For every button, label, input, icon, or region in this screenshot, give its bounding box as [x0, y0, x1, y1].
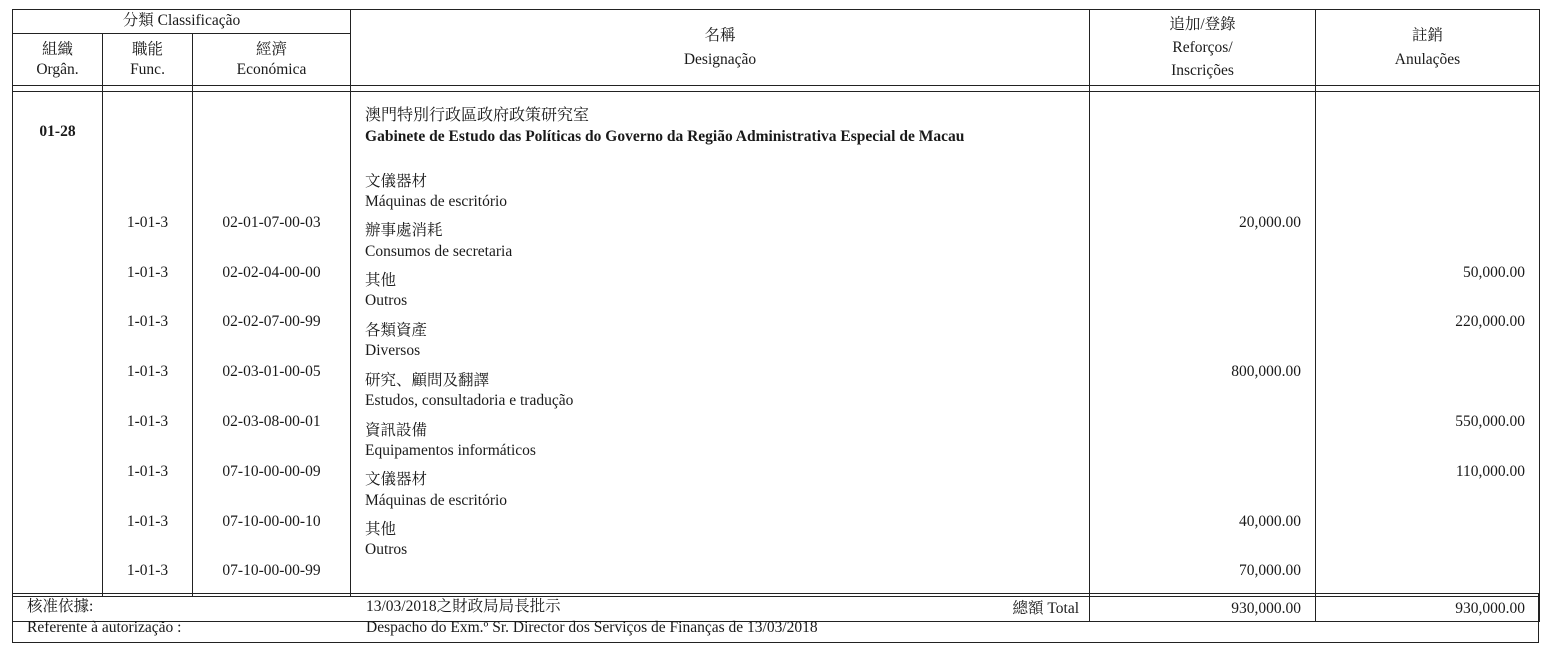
- item-name-zh: 辦事處消耗: [365, 222, 443, 240]
- table-row: [1316, 248, 1539, 298]
- table-row: [193, 298, 350, 348]
- reforcos-pt2: Inscrições: [1171, 62, 1234, 80]
- entity-name: [351, 92, 1089, 147]
- table-row: [1090, 198, 1315, 248]
- table-row: [193, 497, 350, 547]
- econ-code: 07-10-00-00-09: [222, 462, 321, 480]
- table-row: [193, 447, 350, 497]
- header-row-group: [13, 10, 1540, 34]
- reforcos-zh: 追加/登錄: [1169, 15, 1236, 33]
- econ-column: [193, 92, 351, 597]
- anulacoes-column: [1316, 92, 1540, 597]
- table-row: [103, 547, 192, 597]
- anulacao-value: 110,000.00: [1455, 462, 1526, 480]
- budget-sheet: [12, 9, 1539, 622]
- table-row: [103, 298, 192, 348]
- table-row: [193, 248, 350, 298]
- table-row: [1090, 397, 1315, 447]
- item-name-pt: Consumos de secretaria: [365, 242, 513, 260]
- authorization-label-zh: 核准依據:: [27, 598, 94, 615]
- reforco-value: 70,000.00: [1239, 562, 1302, 580]
- authorization-label: [27, 597, 181, 639]
- anulacao-value: 50,000.00: [1463, 263, 1526, 281]
- table-row: [1316, 298, 1539, 348]
- func-code: 1-01-3: [126, 313, 169, 331]
- total-anulacoes: 930,000.00: [1316, 597, 1540, 622]
- reforco-value: 20,000.00: [1239, 213, 1302, 231]
- table-row: [193, 547, 350, 597]
- anulacoes-header: [1316, 10, 1540, 86]
- budget-table: [12, 9, 1540, 622]
- entity-name-pt: Gabinete de Estudo das Políticas do Governo da Região Administrativa Especial de Macau: [365, 127, 965, 145]
- table-row: [351, 217, 1089, 267]
- table-row: [1090, 447, 1315, 497]
- table-row: [1090, 347, 1315, 397]
- table-row: [193, 397, 350, 447]
- table-row: [351, 316, 1089, 366]
- organ-pt: Orgân.: [36, 60, 79, 78]
- organ-code: 01-28: [13, 92, 103, 597]
- reforcos-header: [1090, 10, 1316, 86]
- table-row: [103, 248, 192, 298]
- func-code: 1-01-3: [126, 263, 169, 281]
- table-row: [103, 497, 192, 547]
- func-code: 1-01-3: [126, 562, 169, 580]
- classificacao-header: 分類 Classificação: [13, 10, 351, 34]
- econ-zh: 經濟: [256, 41, 288, 59]
- func-code: 1-01-3: [126, 462, 169, 480]
- econ-code: 02-03-08-00-01: [222, 413, 321, 431]
- item-name-zh: 資訊設備: [365, 421, 428, 439]
- total-reforcos: 930,000.00: [1090, 597, 1316, 622]
- econ-code: 07-10-00-00-99: [222, 562, 321, 580]
- table-row: [1090, 547, 1315, 597]
- table-row: [1316, 198, 1539, 248]
- item-name-pt: Outros: [365, 541, 408, 559]
- anulacoes-zh: 註銷: [1412, 27, 1444, 45]
- func-code: 1-01-3: [126, 363, 169, 381]
- item-name-pt: Outros: [365, 292, 408, 310]
- designacao-zh: 名稱: [704, 27, 736, 45]
- item-name-zh: 研究、顧問及翻譯: [365, 371, 490, 389]
- reforco-value: 40,000.00: [1239, 512, 1302, 530]
- authorization-label-pt: Referente à autorização :: [27, 618, 182, 636]
- table-row: [1316, 497, 1539, 547]
- item-name-pt: Equipamentos informáticos: [365, 441, 536, 459]
- table-row: [351, 416, 1089, 466]
- organ-zh: 組織: [41, 41, 73, 59]
- func-column: [103, 92, 193, 597]
- item-name-zh: 文儀器材: [365, 172, 428, 190]
- func-code: 1-01-3: [126, 213, 169, 231]
- table-row: [103, 347, 192, 397]
- designacao-header: [351, 10, 1090, 86]
- reforco-value: 800,000.00: [1231, 363, 1302, 381]
- func-pt: Func.: [130, 60, 165, 78]
- item-name-zh: 各類資產: [365, 322, 428, 340]
- func-header: [103, 34, 193, 86]
- item-name-zh: 其他: [365, 272, 397, 290]
- table-row: [103, 447, 192, 497]
- designacao-pt: Designação: [683, 50, 757, 68]
- table-row: [1316, 547, 1539, 597]
- item-name-pt: Máquinas de escritório: [365, 491, 508, 509]
- organ-header: [13, 34, 103, 86]
- authorization-value: [366, 597, 818, 639]
- func-code: 1-01-3: [126, 512, 169, 530]
- table-row: [1090, 248, 1315, 298]
- authorization-value-pt: Despacho do Exm.º Sr. Director dos Serviços de Finanças de 13/03/2018: [366, 618, 818, 636]
- table-row: [1090, 298, 1315, 348]
- item-name-zh: 其他: [365, 521, 397, 539]
- table-row: [1316, 447, 1539, 497]
- entity-name-zh: 澳門特別行政區政府政策研究室: [365, 107, 590, 124]
- designacao-column: [351, 92, 1090, 597]
- table-row: [193, 198, 350, 248]
- table-row: [1316, 347, 1539, 397]
- table-row: [351, 167, 1089, 217]
- anulacao-value: 550,000.00: [1455, 413, 1526, 431]
- econ-code: 02-03-01-00-05: [222, 363, 321, 381]
- reforcos-pt1: Reforços/: [1172, 38, 1233, 56]
- table-row: [193, 347, 350, 397]
- table-row: [103, 198, 192, 248]
- item-name-pt: Estudos, consultadoria e tradução: [365, 392, 574, 410]
- item-name-pt: Máquinas de escritório: [365, 192, 508, 210]
- econ-header: [193, 34, 351, 86]
- table-row: [351, 366, 1089, 416]
- authorization-value-zh: 13/03/2018之財政局局長批示: [366, 598, 561, 615]
- econ-code: 07-10-00-00-10: [222, 512, 321, 530]
- authorization-box: [12, 593, 1539, 643]
- table-row: [351, 466, 1089, 516]
- reforcos-column: [1090, 92, 1316, 597]
- table-row: [1090, 497, 1315, 547]
- table-row: [351, 516, 1089, 566]
- table-row: [1316, 397, 1539, 447]
- econ-code: 02-02-07-00-99: [222, 313, 321, 331]
- table-row: [103, 397, 192, 447]
- total-label: 總額 Total: [13, 597, 1090, 622]
- econ-code: 02-02-04-00-00: [222, 263, 321, 281]
- body-row: [13, 92, 1540, 597]
- anulacao-value: 220,000.00: [1455, 313, 1526, 331]
- econ-pt: Económica: [236, 60, 307, 78]
- table-row: [351, 267, 1089, 317]
- item-name-zh: 文儀器材: [365, 471, 428, 489]
- econ-code: 02-01-07-00-03: [222, 213, 321, 231]
- item-name-pt: Diversos: [365, 342, 421, 360]
- func-code: 1-01-3: [126, 413, 169, 431]
- func-zh: 職能: [131, 41, 163, 59]
- anulacoes-pt: Anulações: [1394, 50, 1461, 68]
